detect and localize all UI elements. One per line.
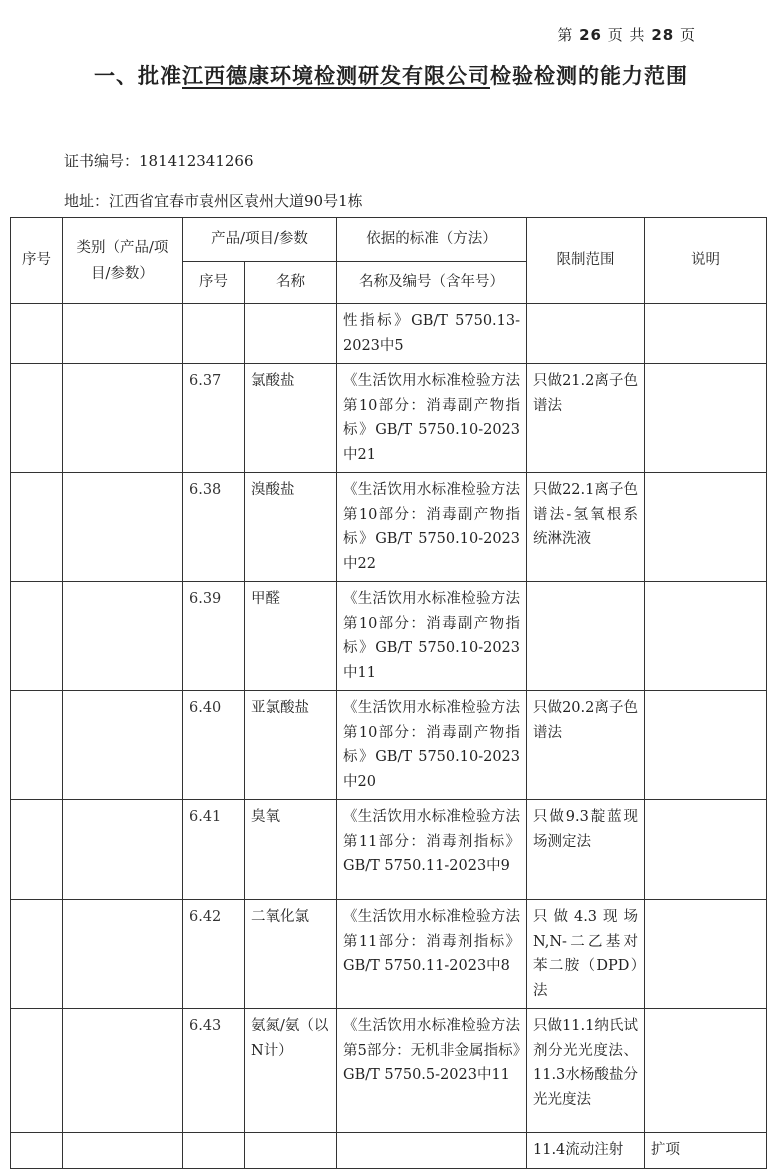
row-limit: 11.4流动注射 — [527, 1133, 645, 1169]
header-sub-name: 名称 — [245, 262, 337, 304]
row-item-number: 6.38 — [183, 473, 245, 582]
row-standard — [337, 1133, 527, 1169]
header-category: 类别（产品/项目/参数） — [63, 218, 183, 304]
row-limit: 只做9.3靛蓝现场测定法 — [527, 800, 645, 900]
row-note — [645, 691, 767, 800]
row-category — [63, 691, 183, 800]
table-row — [11, 1009, 767, 1133]
row-standard: 《生活饮用水标准检验方法 第5部分：无机非金属指标》GB/T 5750.5-2023中11 — [337, 1009, 527, 1133]
table-row — [11, 1133, 767, 1169]
header-note: 说明 — [645, 218, 767, 304]
table-row — [11, 364, 767, 473]
row-seq — [11, 582, 63, 691]
row-item-number: 6.40 — [183, 691, 245, 800]
row-seq — [11, 473, 63, 582]
row-item-number: 6.42 — [183, 900, 245, 1009]
table-row — [11, 304, 767, 364]
row-standard: 《生活饮用水标准检验方法 第10部分：消毒副产物指标》GB/T 5750.10-2023中11 — [337, 582, 527, 691]
row-category — [63, 473, 183, 582]
row-item-number: 6.39 — [183, 582, 245, 691]
row-seq — [11, 304, 63, 364]
table-row — [11, 691, 767, 800]
row-limit: 只做22.1离子色谱法-氢氧根系统淋洗液 — [527, 473, 645, 582]
row-standard: 《生活饮用水标准检验方法 第11部分：消毒剂指标》GB/T 5750.11-2023中9 — [337, 800, 527, 900]
row-note — [645, 1009, 767, 1133]
header-standard: 依据的标准（方法） — [337, 218, 527, 262]
row-item-number — [183, 1133, 245, 1169]
row-item-name: 溴酸盐 — [245, 473, 337, 582]
address: 地址：江西省宜春市袁州区袁州大道90号1栋 — [64, 192, 363, 210]
page-indicator — [557, 24, 696, 45]
capability-table — [10, 217, 767, 1169]
row-note — [645, 800, 767, 900]
title-tail: 检验检测的能力范围 — [490, 64, 688, 88]
page-total: 28 — [651, 26, 675, 44]
row-note — [645, 304, 767, 364]
row-note — [645, 364, 767, 473]
row-item-number: 6.37 — [183, 364, 245, 473]
row-item-name — [245, 304, 337, 364]
row-item-name: 二氧化氯 — [245, 900, 337, 1009]
row-item-number: 6.43 — [183, 1009, 245, 1133]
row-limit — [527, 582, 645, 691]
header-seq: 序号 — [11, 218, 63, 304]
table-row — [11, 582, 767, 691]
row-item-name: 臭氧 — [245, 800, 337, 900]
row-seq — [11, 1009, 63, 1133]
row-category — [63, 800, 183, 900]
row-limit: 只做20.2离子色谱法 — [527, 691, 645, 800]
title-org: 江西德康环境检测研发有限公司 — [182, 64, 490, 88]
row-item-name: 氯酸盐 — [245, 364, 337, 473]
row-standard: 《生活饮用水标准检验方法 第10部分：消毒副产物指标》GB/T 5750.10-2023中22 — [337, 473, 527, 582]
page-title — [0, 60, 782, 90]
row-limit: 只做11.1纳氏试剂分光光度法、11.3水杨酸盐分光光度法 — [527, 1009, 645, 1133]
certificate-number: 证书编号：181412341266 — [64, 152, 254, 170]
header-sub-seq: 序号 — [183, 262, 245, 304]
row-seq — [11, 364, 63, 473]
row-category — [63, 304, 183, 364]
row-note — [645, 900, 767, 1009]
row-standard: 《生活饮用水标准检验方法 第11部分：消毒剂指标》GB/T 5750.11-2023中8 — [337, 900, 527, 1009]
row-seq — [11, 1133, 63, 1169]
row-standard: 《生活饮用水标准检验方法 第10部分：消毒副产物指标》GB/T 5750.10-2023中21 — [337, 364, 527, 473]
header-limit: 限制范围 — [527, 218, 645, 304]
row-item-number — [183, 304, 245, 364]
row-category — [63, 364, 183, 473]
row-limit — [527, 304, 645, 364]
row-category — [63, 1133, 183, 1169]
table-row — [11, 900, 767, 1009]
table-row — [11, 800, 767, 900]
page-suffix: 页 — [679, 26, 696, 44]
page-prefix: 第 — [557, 26, 574, 44]
row-limit: 只做21.2离子色谱法 — [527, 364, 645, 473]
page-current: 26 — [579, 26, 602, 44]
row-seq — [11, 691, 63, 800]
row-standard: 《生活饮用水标准检验方法 第10部分：消毒副产物指标》GB/T 5750.10-2023中20 — [337, 691, 527, 800]
row-item-name — [245, 1133, 337, 1169]
row-limit: 只做4.3现场N,N-二乙基对苯二胺（DPD）法 — [527, 900, 645, 1009]
row-item-name: 亚氯酸盐 — [245, 691, 337, 800]
header-standard-sub: 名称及编号（含年号） — [337, 262, 527, 304]
row-standard: 性指标》GB/T 5750.13-2023中5 — [337, 304, 527, 364]
table-row — [11, 473, 767, 582]
row-note — [645, 473, 767, 582]
row-category — [63, 1009, 183, 1133]
row-category — [63, 582, 183, 691]
row-seq — [11, 900, 63, 1009]
header-product-group: 产品/项目/参数 — [183, 218, 337, 262]
row-note — [645, 582, 767, 691]
row-note: 扩项 — [645, 1133, 767, 1169]
row-item-number: 6.41 — [183, 800, 245, 900]
row-seq — [11, 800, 63, 900]
row-category — [63, 900, 183, 1009]
page-middle: 页 共 — [607, 26, 646, 44]
title-lead: 一、批准 — [94, 64, 182, 88]
row-item-name: 氨氮/氨（以N计） — [245, 1009, 337, 1133]
row-item-name: 甲醛 — [245, 582, 337, 691]
